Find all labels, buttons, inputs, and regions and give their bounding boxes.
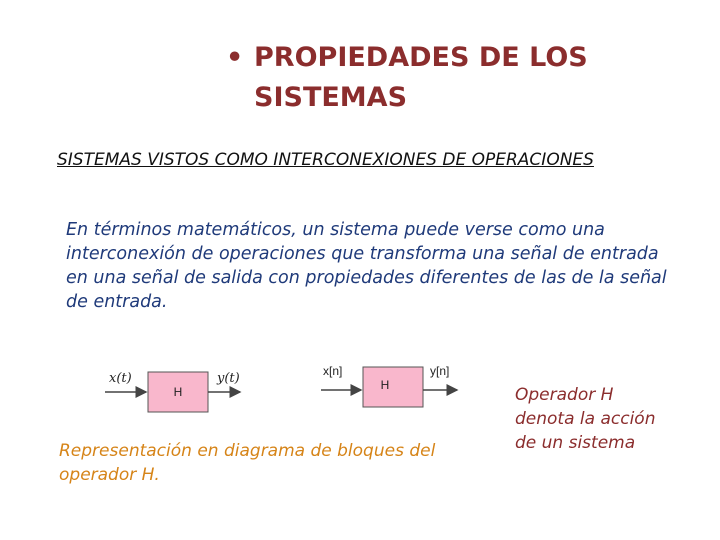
title-bullet: • bbox=[226, 42, 244, 73]
discrete-block-diagram bbox=[315, 358, 475, 418]
note-line: denota la acción bbox=[515, 409, 656, 429]
continuous-output-label: y(t) bbox=[217, 371, 240, 386]
discrete-output-label: y[n] bbox=[430, 364, 450, 378]
continuous-block-diagram bbox=[100, 360, 280, 420]
discrete-h-block bbox=[363, 367, 423, 407]
caption-line: Representación en diagrama de bloques del bbox=[59, 441, 436, 461]
note-line: Operador H bbox=[515, 385, 614, 405]
paragraph-line: interconexión de operaciones que transforma una señal de entrada bbox=[66, 244, 659, 264]
block-diagram-caption bbox=[59, 439, 479, 487]
discrete-input-label: x[n] bbox=[323, 364, 343, 378]
note-line: de un sistema bbox=[515, 433, 636, 453]
discrete-h-label: H bbox=[380, 378, 390, 392]
caption-line: operador H. bbox=[59, 465, 160, 485]
paragraph-line: en una señal de salida con propiedades diferentes de las de la señal bbox=[66, 268, 667, 288]
operator-note bbox=[515, 383, 705, 455]
paragraph-line: En términos matemáticos, un sistema puede verse como una bbox=[66, 220, 605, 240]
paragraph-line: de entrada. bbox=[66, 292, 168, 312]
section-subtitle: SISTEMAS VISTOS COMO INTERCONEXIONES DE OPERACIONES bbox=[57, 150, 594, 170]
continuous-h-label: H bbox=[173, 385, 183, 399]
title-line-2: SISTEMAS bbox=[254, 82, 408, 113]
continuous-input-label: x(t) bbox=[109, 371, 132, 386]
title-line-1: PROPIEDADES DE LOS bbox=[254, 42, 588, 73]
description-paragraph bbox=[66, 218, 676, 314]
